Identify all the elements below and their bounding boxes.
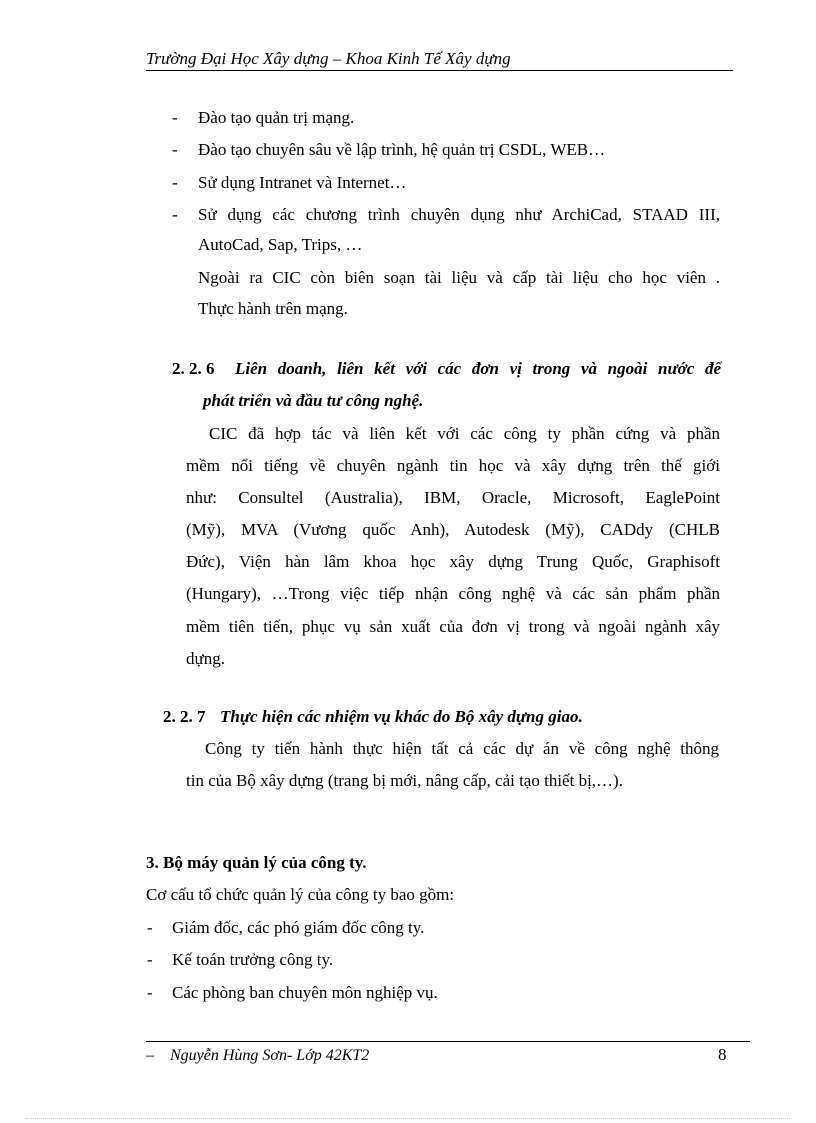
footer-dash: – [146, 1047, 154, 1064]
list-item: Sử dụng các chương trình chuyên dụng như ArchiCad, STAAD III, [198, 205, 720, 224]
section-number: 2. 2. 7 [163, 707, 206, 726]
paragraph-line: CIC đã hợp tác và liên kết với các công ty phần cứng và phần [209, 424, 720, 443]
list-item-continuation: AutoCad, Sap, Trips, … [198, 235, 363, 254]
bullet-dash: - [172, 108, 178, 127]
bullet-dash: - [172, 173, 178, 192]
header-title: Trường Đại Học Xây dựng – Khoa Kinh Tế Xây dựng [146, 49, 511, 68]
bullet-dash: - [147, 918, 153, 937]
paragraph-line: mềm tiên tiến, phục vụ sản xuất của đơn vị trong và ngoài ngành xây [186, 617, 720, 636]
bullet-dash: - [147, 950, 153, 969]
bullet-dash: - [172, 140, 178, 159]
section-3-intro: Cơ cấu tổ chức quản lý của công ty bao gồm: [146, 885, 455, 904]
list-item: Các phòng ban chuyên môn nghiệp vụ. [172, 983, 438, 1002]
list-item: Đào tạo quản trị mạng. [198, 108, 355, 127]
bullet-dash: - [147, 983, 153, 1002]
list-note-line: Ngoài ra CIC còn biên soạn tài liệu và cấp tài liệu cho học viên . [198, 268, 720, 287]
footer-author: Nguyễn Hùng Sơn- Lớp 42KT2 [170, 1047, 370, 1064]
footer [146, 1047, 369, 1065]
section-title: Thực hiện các nhiệm vụ khác do Bộ xây dựng giao. [220, 707, 583, 726]
paragraph-line: tin của Bộ xây dựng (trang bị mới, nâng cấp, cải tạo thiết bị,…). [186, 771, 623, 790]
paragraph-line: Đức), Viện hàn lâm khoa học xây dựng Trung Quốc, Graphisoft [186, 552, 720, 571]
paragraph-line: (Hungary), …Trong việc tiếp nhận công nghệ và các sản phẩm phần [186, 584, 720, 603]
page-header [146, 49, 733, 71]
bullet-dash: - [172, 205, 178, 224]
list-note-line: Thực hành trên mạng. [198, 299, 348, 318]
paragraph-line: mềm nổi tiếng về chuyên ngành tin học và xây dựng trên thế giới [186, 456, 720, 475]
list-item: Đào tạo chuyên sâu về lập trình, hệ quản trị CSDL, WEB… [198, 140, 606, 159]
list-item: Sử dụng Intranet và Internet… [198, 173, 407, 192]
paragraph-line: Công ty tiến hành thực hiện tất cả các dự án về công nghệ thông [205, 739, 719, 758]
section-title-cont: phát triển và đầu tư công nghệ. [203, 391, 424, 410]
list-item: Giám đốc, các phó giám đốc công ty. [172, 918, 425, 937]
section-title: Liên doanh, liên kết với các đơn vị trong và ngoài nước để [235, 359, 721, 378]
section-number: 2. 2. 6 [172, 359, 215, 378]
paragraph-line: dựng. [186, 649, 225, 668]
page-bottom-edge [26, 1118, 790, 1119]
section-3-title: 3. Bộ máy quản lý của công ty. [146, 853, 367, 872]
page-number: 8 [718, 1045, 727, 1064]
paragraph-line: (Mỹ), MVA (Vương quốc Anh), Autodesk (Mỹ), CADdy (CHLB [186, 520, 720, 539]
footer-rule [146, 1041, 750, 1042]
list-item: Kế toán trưởng công ty. [172, 950, 334, 969]
paragraph-line: như: Consultel (Australia), IBM, Oracle, Microsoft, EaglePoint [186, 488, 720, 507]
